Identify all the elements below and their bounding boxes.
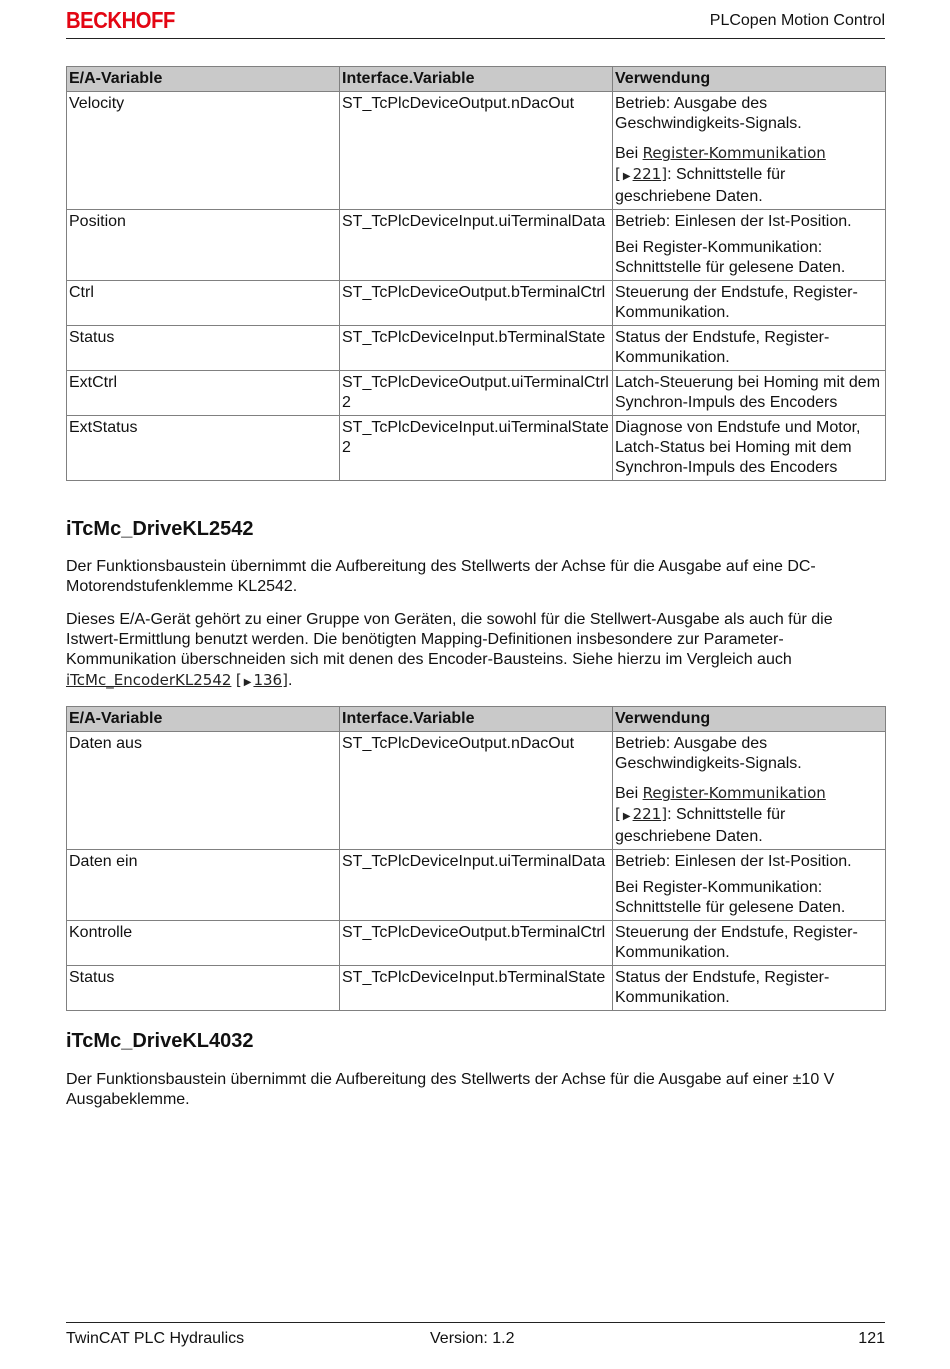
use-text: Betrieb: Ausgabe des Geschwindigkeits-Signals. [615,735,802,772]
cell-var: Ctrl [67,281,340,326]
cell-var: ExtCtrl [67,371,340,416]
cell-var: Position [67,210,340,281]
table-row [67,92,886,210]
page-ref-number: 221 [632,805,662,823]
table-row [67,281,886,326]
cell-iface: ST_TcPlcDeviceOutput.nDacOut [340,732,613,850]
table-row [67,210,886,281]
table-header-row [67,67,886,92]
cell-var: Velocity [67,92,340,210]
cell-use [613,732,886,850]
cell-var: Status [67,326,340,371]
table-row [67,371,886,416]
cell-var: Status [67,966,340,1011]
cell-iface: ST_TcPlcDeviceInput.uiTerminalData [340,850,613,921]
col-header-iface: Interface.Variable [340,707,613,732]
page-ref-link[interactable]: [ ▶ 221] [615,165,667,183]
cell-var: Daten aus [67,732,340,850]
use-text: Betrieb: Einlesen der Ist-Position. [615,213,852,230]
encoder-kl2542-link[interactable]: iTcMc_EncoderKL2542 [66,671,232,689]
cell-use [613,210,886,281]
cell-iface: ST_TcPlcDeviceOutput.bTerminalCtrl [340,281,613,326]
paragraph: Der Funktionsbaustein übernimmt die Aufbereitung des Stellwerts der Achse für die Ausgabe auf eine DC-Motorendstufenklemme KL2542. [66,558,816,595]
arrow-right-icon: ▶ [622,171,631,182]
io-table-2 [66,706,886,1011]
cell-var: Kontrolle [67,921,340,966]
table-row [67,326,886,371]
paragraph-end: . [287,672,293,689]
cell-use [613,850,886,921]
arrow-right-icon: ▶ [243,677,252,688]
table-row [67,850,886,921]
paragraph: Der Funktionsbaustein übernimmt die Aufbereitung des Stellwerts der Achse für die Ausgabe auf einer ±10 V Ausgabeklemme. [66,1071,835,1108]
beckhoff-logo: BECKHOFF [66,7,175,33]
col-header-var: E/A-Variable [67,67,340,92]
page-ref-number: 221 [632,165,662,183]
footer-version: Version: 1.2 [430,1330,515,1347]
use-text-2 [615,143,883,207]
cell-iface: ST_TcPlcDeviceInput.uiTerminalState2 [340,416,613,481]
paragraph [66,610,885,693]
use-suffix: : Schnittstelle für geschriebene Daten. [615,166,786,205]
page-ref-link[interactable]: [ ▶ 221] [615,805,667,823]
cell-use: Status der Endstufe, Register-Kommunikation. [613,966,886,1011]
cell-var: ExtStatus [67,416,340,481]
arrow-right-icon: ▶ [622,811,631,822]
cell-use: Diagnose von Endstufe und Motor, Latch-Status bei Homing mit dem Synchron-Impuls des Encoders [613,416,886,481]
page-ref-number: 136 [253,671,283,689]
table-header-row [67,707,886,732]
use-prefix: Bei [615,785,643,802]
use-text: Betrieb: Ausgabe des Geschwindigkeits-Signals. [615,95,802,132]
page-number: 121 [858,1330,885,1347]
register-kommunikation-link[interactable]: Register-Kommunikation [642,144,826,162]
use-text-2: Bei Register-Kommunikation: Schnittstelle für gelesene Daten. [615,879,846,916]
use-text-2: Bei Register-Kommunikation: Schnittstelle für gelesene Daten. [615,239,846,276]
table-row [67,921,886,966]
cell-use [613,92,886,210]
col-header-use: Verwendung [613,707,886,732]
section-heading-kl4032: iTcMc_DriveKL4032 [66,1030,254,1052]
cell-iface: ST_TcPlcDeviceInput.uiTerminalData [340,210,613,281]
col-header-iface: Interface.Variable [340,67,613,92]
page-header [66,0,885,39]
use-text-2 [615,783,883,847]
paragraph-text: Dieses E/A-Gerät gehört zu einer Gruppe von Geräten, die sowohl für die Stellwert-Ausgabe als auch für die Istwert-Ermittlung benutzt werden. Die benötigten Mapping-Definitionen insbesondere zur Parameter-Kommunikation überschneiden sich mit denen des Encoder-Bausteins. Siehe hierzu im Vergleich auch [66,611,833,668]
footer-product: TwinCAT PLC Hydraulics [66,1330,245,1347]
register-kommunikation-link[interactable]: Register-Kommunikation [642,784,826,802]
page-ref-link[interactable]: [ ▶ 136] [236,671,288,689]
col-header-use: Verwendung [613,67,886,92]
cell-iface: ST_TcPlcDeviceInput.bTerminalState [340,326,613,371]
io-table-1 [66,66,886,481]
use-suffix: : Schnittstelle für geschriebene Daten. [615,806,786,845]
table-row [67,416,886,481]
section-heading-kl2542: iTcMc_DriveKL2542 [66,518,254,540]
cell-iface: ST_TcPlcDeviceOutput.nDacOut [340,92,613,210]
cell-use: Latch-Steuerung bei Homing mit dem Synchron-Impuls des Encoders [613,371,886,416]
cell-iface: ST_TcPlcDeviceInput.bTerminalState [340,966,613,1011]
use-text: Betrieb: Einlesen der Ist-Position. [615,853,852,870]
table-row [67,966,886,1011]
cell-var: Daten ein [67,850,340,921]
use-prefix: Bei [615,145,643,162]
cell-iface: ST_TcPlcDeviceOutput.uiTerminalCtrl2 [340,371,613,416]
cell-use: Steuerung der Endstufe, Register-Kommunikation. [613,281,886,326]
page-footer [66,1322,885,1353]
cell-use: Status der Endstufe, Register-Kommunikation. [613,326,886,371]
cell-iface: ST_TcPlcDeviceOutput.bTerminalCtrl [340,921,613,966]
col-header-var: E/A-Variable [67,707,340,732]
table-row [67,732,886,850]
cell-use: Steuerung der Endstufe, Register-Kommunikation. [613,921,886,966]
header-title: PLCopen Motion Control [709,12,885,29]
